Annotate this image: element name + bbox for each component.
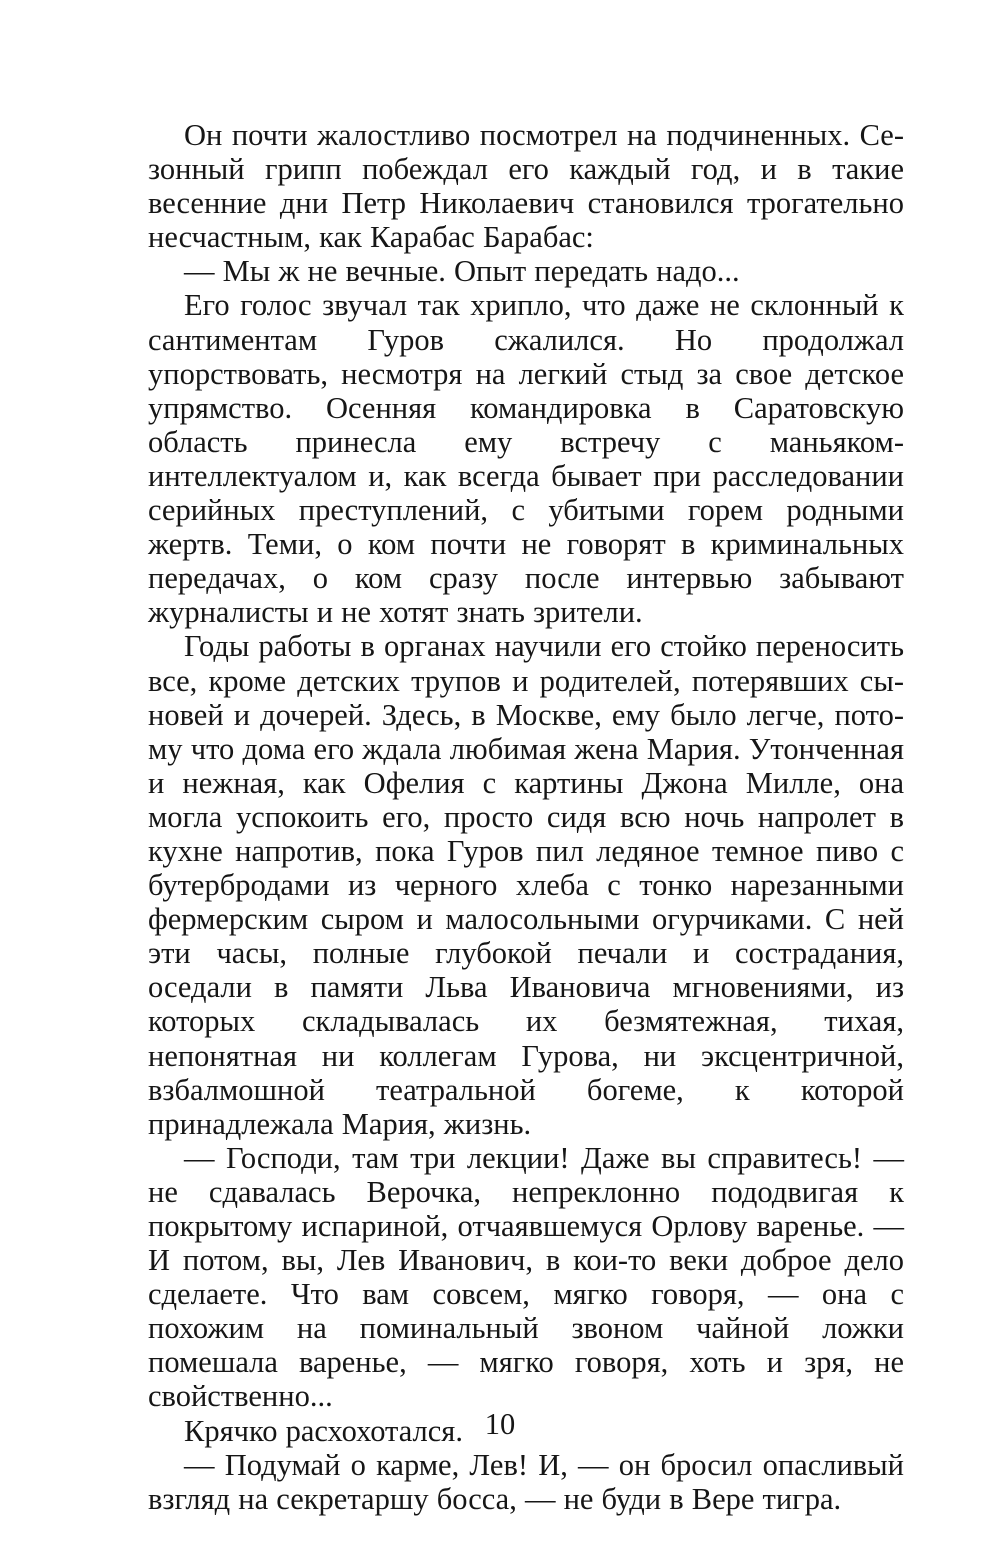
- paragraph-2-dialogue: — Мы ж не вечные. Опыт передать надо...: [184, 254, 740, 289]
- paragraph-3: Его голос звучал так хрипло, что даже не склонный к сантиментам Гуров сжалился. Но продолжал упорствовать, несмотря на легкий стыд за свое детское упрямство. Осенняя командировка в Саратовскую область принесла ему встречу с маньяком-интеллектуалом и, как всегда бывает при расследовании серийных преступлений, с убитыми горем родными жертв. Теми, о ком почти не говорят в криминальных передачах, о ком сразу после интервью забывают журналисты и не хотят знать зрители.: [148, 288, 904, 630]
- paragraph-4: Годы работы в органах научили его стойко переносить все, кроме детских трупов и родителей, потерявших сыновей и дочерей. Здесь, в Москве, ему было легче, потому что дома его ждала любимая жена Мария. Утонченная и нежная, как Офелия с картины Джона Милле, она могла успокоить его, просто сидя всю ночь напролет в кухне напротив, пока Гуров пил ледяное темное пиво с бутербродами из черного хлеба с тонко нарезанными фермерским сыром и малосольными огурчиками. С ней эти часы, полные глубокой печали и сострадания, оседали в памяти Льва Ивановича мгновениями, из которых складывалась их безмятежная, тихая, непонятная ни коллегам Гурова, ни эксцентричной, взбалмошной театральной богеме, к которой принадлежала Мария, жизнь.: [148, 629, 904, 1141]
- page-number: 10: [484, 1407, 516, 1441]
- paragraph-6: Крячко расхохотался.: [184, 1413, 463, 1448]
- paragraph-5-dialogue: — Господи, там три лекции! Даже вы справитесь! — не сдавалась Верочка, непреклонно пододвигая к покрытому испариной, отчаявшемуся Орлову варенье. — И потом, вы, Лев Иванович, в кои-то веки доброе дело сделаете. Что вам совсем, мягко говоря, — она с похожим на поминальный звоном чайной ложки помешала варенье, — мягко говоря, хоть и зря, не свойственно...: [148, 1140, 904, 1414]
- body-text: [148, 118, 904, 1516]
- paragraph-7-dialogue: — Подумай о карме, Лев! И, — он бросил опасливый взгляд на секретаршу босса, — не буди в Вере тигра.: [148, 1447, 904, 1516]
- paragraph-1: Он почти жалостливо посмотрел на подчиненных. Сезонный грипп побеждал его каждый год, и в такие весенние дни Петр Николаевич становился трогательно несчастным, как Карабас Барабас:: [148, 118, 904, 255]
